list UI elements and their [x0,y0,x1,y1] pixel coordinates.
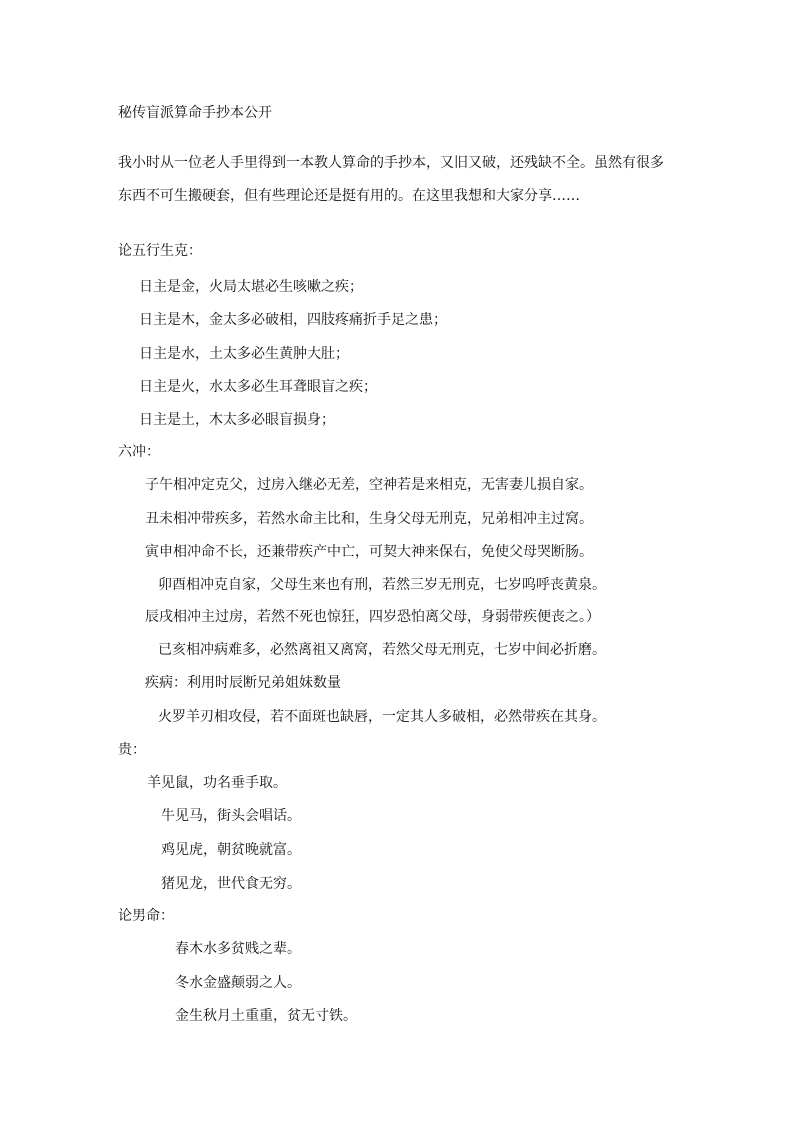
section-heading-nanming: 论男命： [118,908,174,924]
wuxing-line: 日主是土，木太多必眼盲损身； [139,412,335,428]
liuchong-line: 火罗羊刃相攻侵，若不面斑也缺唇，一定其人多破相，必然带疾在其身。 [158,709,606,725]
liuchong-line: 寅申相冲命不长，还兼带疾产中亡，可契大神来保右，免使父母哭断肠。 [145,544,593,560]
intro-line: 我小时从一位老人手里得到一本教人算命的手抄本，又旧又破，还残缺不全。虽然有很多 [118,155,664,171]
document-title: 秘传盲派算命手抄本公开 [118,105,272,121]
section-heading-wuxing: 论五行生克： [118,243,202,259]
wuxing-line: 日主是水，土太多必生黄肿大肚； [139,346,349,362]
section-heading-gui: 贵： [118,742,146,758]
wuxing-line: 日主是火，水太多必生耳聋眼盲之疾； [139,379,377,395]
liuchong-line: 子午相冲定克父，过房入继必无差，空神若是来相克，无害妻儿损自家。 [145,477,593,493]
wuxing-line: 日主是金，火局太堪必生咳嗽之疾； [139,279,363,295]
gui-line: 猪见龙，世代食无穷。 [161,876,301,892]
liuchong-line: 辰戌相冲主过房，若然不死也惊狂，四岁恐怕离父母，身弱带疾便丧之。） [145,609,600,625]
intro-line: 东西不可生搬硬套，但有些理论还是挺有用的。在这里我想和大家分享…… [118,188,580,204]
nanming-line: 冬水金盛颠弱之人。 [175,975,301,991]
section-heading-liuchong: 六冲： [118,444,160,460]
liuchong-line: 丑未相冲带疾多，若然水命主比和，生身父母无刑克，兄弟相冲主过窝。 [145,511,593,527]
liuchong-line: 卯酉相冲克自家，父母生来也有刑，若然三岁无刑克，七岁呜呼丧黄泉。 [158,577,606,593]
nanming-line: 春木水多贫贱之辈。 [175,941,301,957]
gui-line: 羊见鼠，功名垂手取。 [147,775,287,791]
liuchong-line: 疾病：利用时辰断兄弟姐妹数量 [145,675,341,691]
wuxing-line: 日主是木，金太多必破相，四肢疼痛折手足之患； [139,312,447,328]
gui-line: 牛见马，街头会唱话。 [161,808,301,824]
liuchong-line: 已亥相冲病难多，必然离祖又离窝，若然父母无刑克，七岁中间必折磨。 [158,642,606,658]
nanming-line: 金生秋月土重重，贫无寸铁。 [175,1008,357,1024]
gui-line: 鸡见虎，朝贫晚就富。 [161,842,301,858]
